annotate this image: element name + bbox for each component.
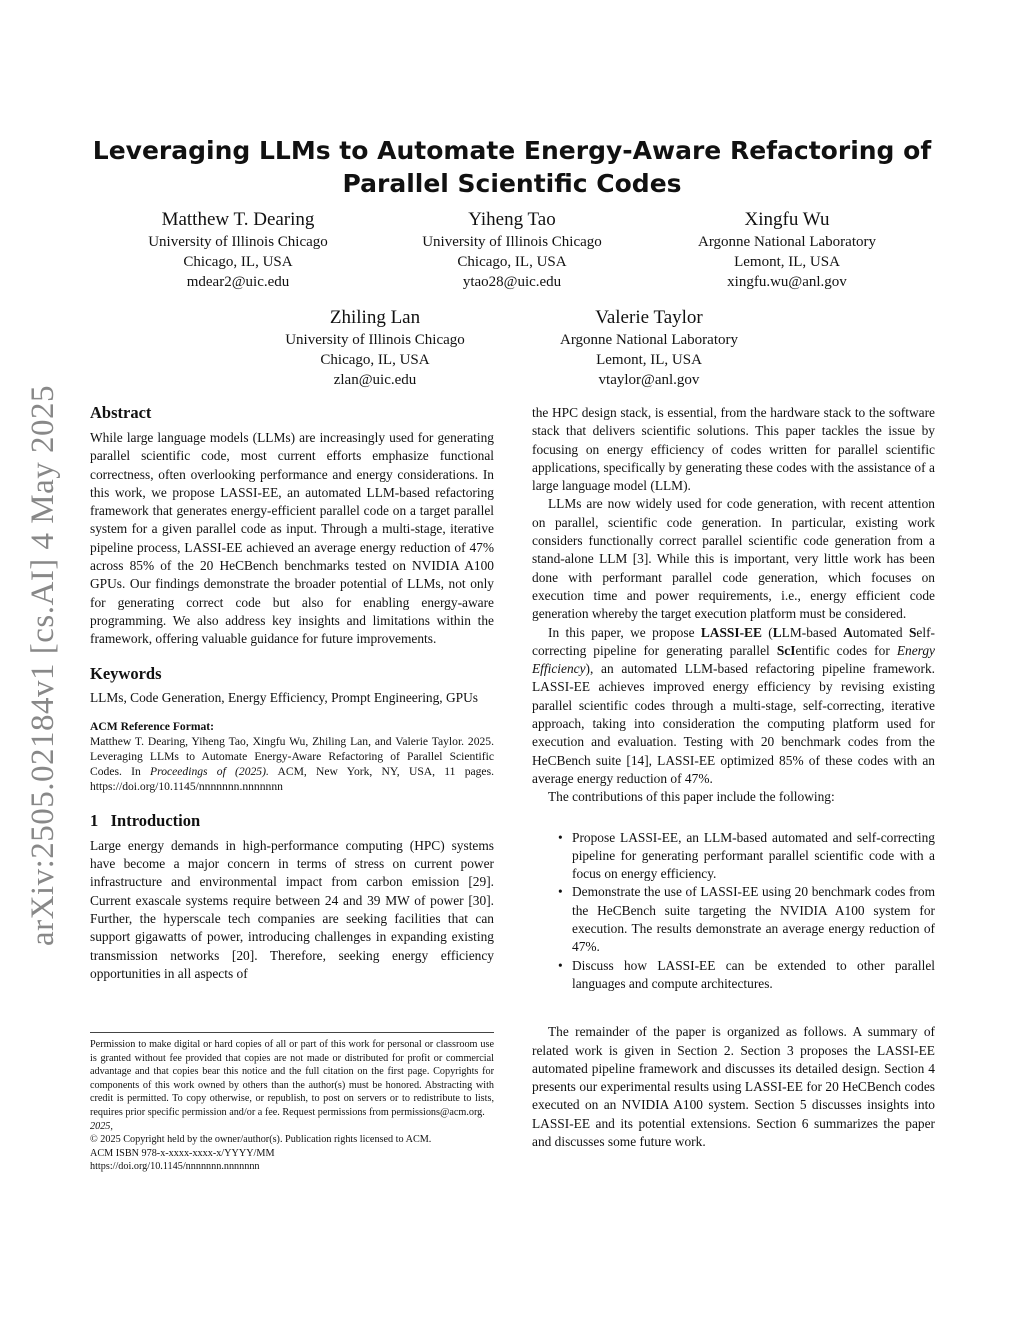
author-affiliation: University of Illinois Chicago (148, 234, 328, 250)
footnote-divider (90, 1032, 494, 1033)
author-block (539, 306, 759, 390)
acm-reference-heading: ACM Reference Format: (90, 719, 215, 733)
author-location: Chicago, IL, USA (183, 254, 293, 270)
contributions-list (532, 829, 935, 994)
paper-title (90, 134, 934, 200)
author-email[interactable]: mdear2@uic.edu (186, 274, 290, 290)
author-email[interactable]: ytao28@uic.edu (462, 274, 562, 290)
author-block (265, 306, 485, 390)
author-affiliation: University of Illinois Chicago (422, 234, 602, 250)
author-block (677, 208, 897, 292)
author-location: Chicago, IL, USA (320, 352, 430, 368)
footnote (90, 1038, 494, 1174)
author-location: Lemont, IL, USA (734, 254, 840, 270)
author-location: Lemont, IL, USA (596, 352, 702, 368)
title-line-1: Leveraging LLMs to Automate Energy-Aware Refactoring of (92, 136, 932, 165)
acm-reference (90, 719, 494, 794)
list-item: • Propose LASSI-EE, an LLM-based automated and self-correcting pipeline for generating performant parallel scientific code with a focus on energy efficiency. (572, 829, 935, 884)
footnote-isbn: ACM ISBN 978-x-xxxx-xxxx-x/YYYY/MM (90, 1147, 275, 1159)
author-name: Xingfu Wu (744, 209, 830, 230)
abstract-text: While large language models (LLMs) are increasingly used for generating parallel scientific code, most current efforts emphasize functional correctness, often overlooking performance and energy considerations. In this work, we propose LASSI-EE, an automated LLM-based refactoring framework that generates energy-efficient parallel code on a target parallel system for a given parallel code as input. Through a multi-stage, iterative pipeline process, LASSI-EE achieved an average energy reduction of 47% across 85% of the 20 HeCBench benchmarks tested on NVIDIA A100 GPUs. Our findings demonstrate the broader potential of LLMs, not only for generating correct code but also for enabling energy-aware programming. We also address key insights and limitations within the framework, offering valuable guidance for future improvements. (90, 430, 494, 647)
author-email[interactable]: xingfu.wu@anl.gov (727, 274, 847, 290)
author-name: Valerie Taylor (595, 307, 703, 328)
right-column (532, 404, 935, 1151)
author-affiliation: Argonne National Laboratory (559, 332, 738, 348)
author-email[interactable]: vtaylor@anl.gov (598, 372, 700, 388)
author-name: Yiheng Tao (468, 209, 556, 230)
author-affiliation: University of Illinois Chicago (285, 332, 465, 348)
author-name: Matthew T. Dearing (161, 209, 315, 230)
list-item: • Demonstrate the use of LASSI-EE using 20 benchmark codes from the HeCBench suite targeting the NVIDIA A100 system for execution. The results demonstrate an average energy reduction of 47%. (572, 883, 935, 956)
keywords-text: LLMs, Code Generation, Energy Efficiency, Prompt Engineering, GPUs (90, 689, 479, 705)
list-item: • Discuss how LASSI-EE can be extended to other parallel languages and compute architectures. (572, 957, 935, 994)
body-paragraph: LLMs are now widely used for code generation, with recent attention on parallel, scientific code generation. In particular, existing work considers functionally correct parallel scientific code generation from a stand-alone LLM [3]. While this is important, very little work has been done with performant parallel code generation, which focuses on execution time and power requirements, i.e., energy efficient code generation whereby the target execution platform must be considered. (532, 496, 935, 622)
body-paragraph: The remainder of the paper is organized as follows. A summary of related work is given in Section 2. Section 3 proposes the LASSI-EE automated pipeline framework and discusses its detailed design. Section 4 presents our experimental results using LASSI-EE for 20 HeCBench codes executed on an NVIDIA A100 system. Section 5 discusses insights into LASSI-EE and its potential extensions. Section 6 summarizes the paper and discusses some future work. (532, 1024, 935, 1149)
title-line-2: Parallel Scientific Codes (342, 169, 682, 198)
body-paragraph: The contributions of this paper include the following: (548, 789, 835, 805)
footnote-year: 2025, (90, 1120, 113, 1132)
body-paragraph: the HPC design stack, is essential, from the hardware stack to the software stack that delivers scientific solutions. This paper tackles the issue by focusing on energy efficiency of codes written for parallel scientific applications, specifically by generating these codes with the assistance of a large language model (LLM). (532, 405, 935, 494)
keywords-heading: Keywords (90, 663, 162, 683)
footnote-permission: Permission to make digital or hard copies of all or part of this work for personal or classroom use is granted without fee provided that copies are not made or distributed for profit or commercial advantage and that copies bear this notice and the full citation on the first page. Copyrights for components of this work owned by others than the author(s) must be honored. Abstracting with credit is permitted. To copy otherwise, or republish, to post on servers or to redistribute to lists, requires prior specific permission and/or a fee. Request permissions from permissions@acm.org. (90, 1039, 494, 1118)
acm-reference-text: Matthew T. Dearing, Yiheng Tao, Xingfu Wu, Zhiling Lan, and Valerie Taylor. 2025. Leveraging LLMs to Automate Energy-Aware Refactoring of Parallel Scientific Codes. In Proceedings of (2025). ACM, New York, NY, USA, 11 pages. https://doi.org/10.1145/nnnnnnn.nnnnnnn (90, 734, 494, 793)
intro-heading: 1 Introduction (90, 810, 201, 830)
author-email[interactable]: zlan@uic.edu (333, 372, 417, 388)
body-paragraph-lassi-ee: In this paper, we propose LASSI-EE (LLM-based Automated Self-correcting pipeline for generating parallel ScIentific codes for Energy Efficiency), an automated LLM-based refactoring pipeline framework. LASSI-EE achieves improved energy efficiency by revising existing parallel scientific codes through a multi-stage, self-correcting, iterative approach, taking into consideration the computing platform used for execution and evaluation. Testing with 20 benchmark codes from the HeCBench suite [14], LASSI-EE optimized 85% of these codes with an average energy reduction of 47%. (532, 624, 935, 786)
author-block (128, 208, 348, 292)
author-location: Chicago, IL, USA (457, 254, 567, 270)
author-name: Zhiling Lan (329, 307, 421, 328)
arxiv-watermark: arXiv:2505.02184v1 [cs.AI] 4 May 2025 (25, 384, 62, 946)
footnote-doi[interactable]: https://doi.org/10.1145/nnnnnnn.nnnnnnn (90, 1161, 260, 1173)
footnote-copyright: © 2025 Copyright held by the owner/author(s). Publication rights licensed to ACM. (90, 1134, 432, 1146)
author-block (402, 208, 622, 292)
left-column (90, 402, 494, 983)
abstract-heading: Abstract (90, 403, 152, 422)
author-affiliation: Argonne National Laboratory (697, 234, 876, 250)
intro-paragraph: Large energy demands in high-performance computing (HPC) systems have become a major concern in terms of stress on current power infrastructure and environmental impact from carbon emission [29]. Current exascale systems require between 24 and 39 MW of power [30]. Further, the hyperscale tech companies are seeking facilities that can support gigawatts of power, introducing challenges in expanding existing transmission networks [20]. Therefore, seeking energy efficiency opportunities in all aspects of (90, 837, 494, 981)
